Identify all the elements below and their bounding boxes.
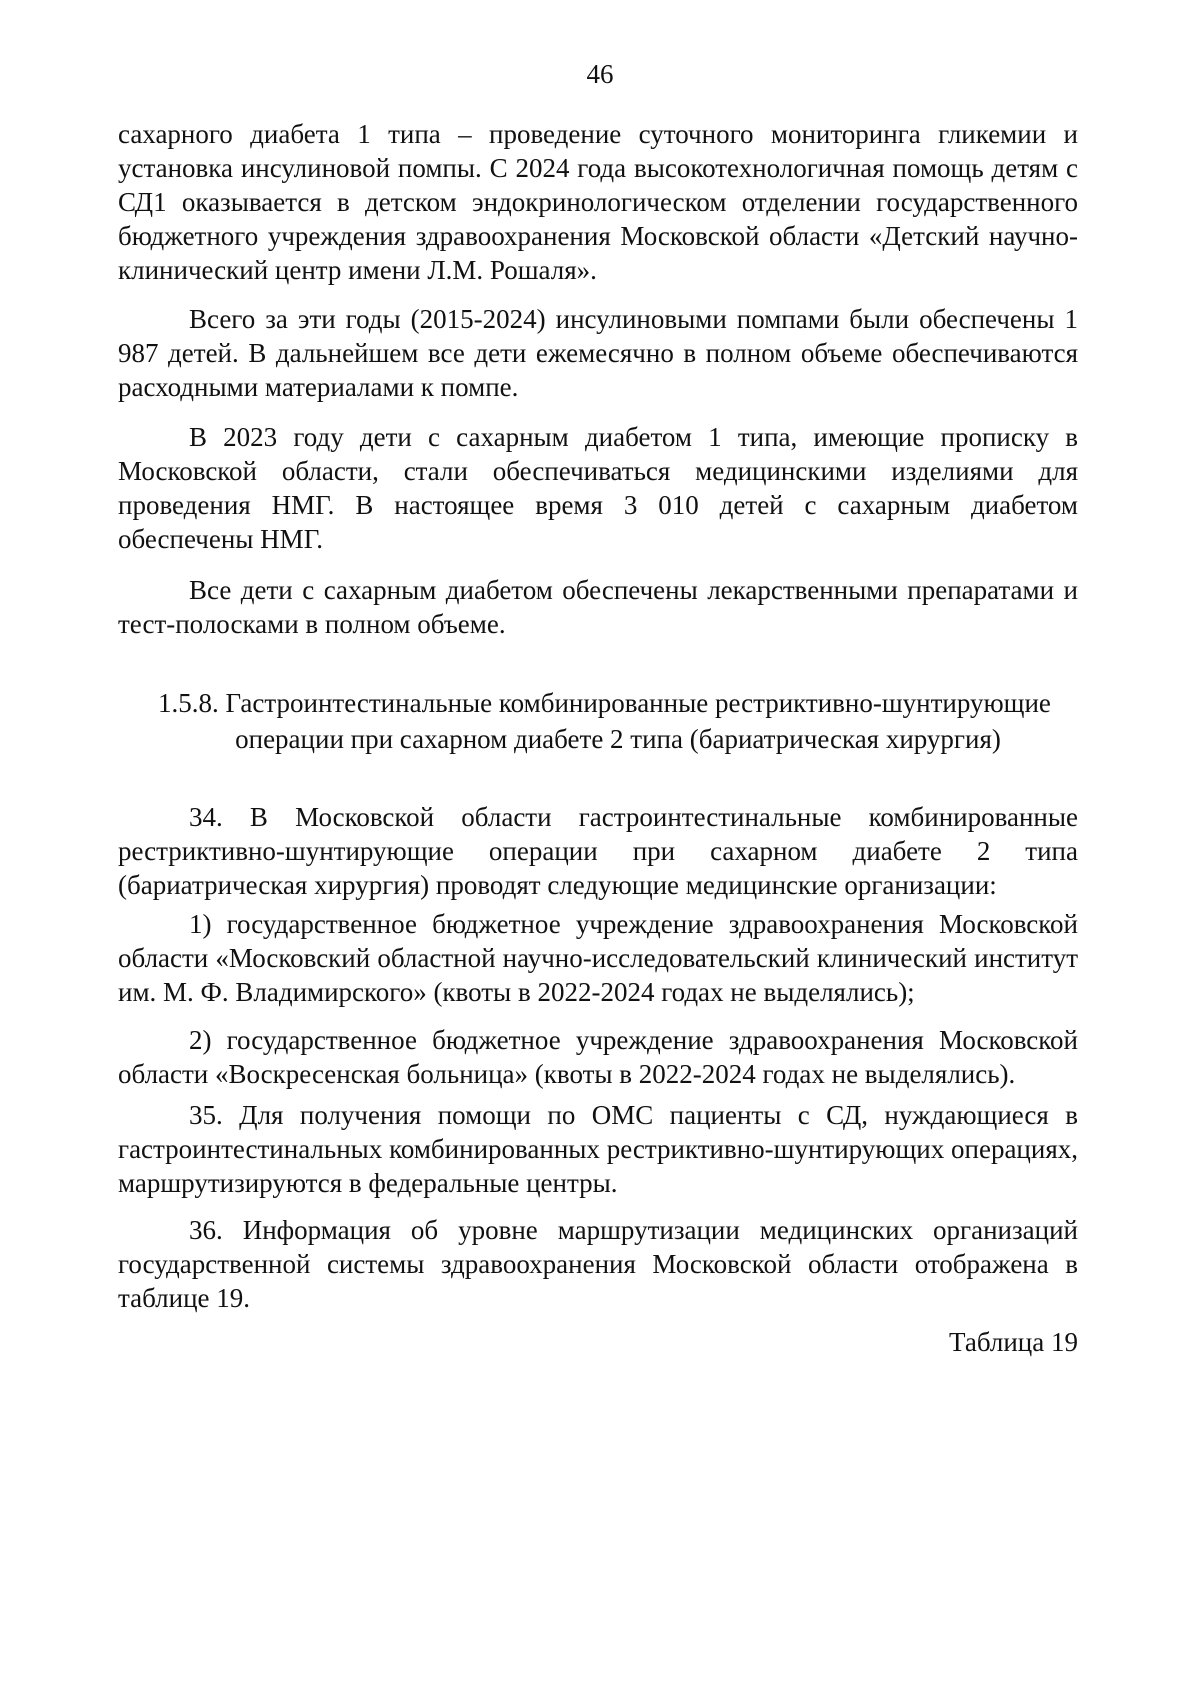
item-34: 34. В Московской области гастроинтестинальные комбинированные рестриктивно-шунтирующие операции при сахарном диабете 2 типа (бариатрическая хирургия) проводят следующие медицинские организации: <box>118 802 1078 900</box>
section-heading <box>158 685 1078 757</box>
item-34-sub-2: 2) государственное бюджетное учреждение здравоохранения Московской области «Воскресенская больница» (квоты в 2022-2024 годах не выделялись). <box>118 1025 1078 1089</box>
paragraph-test-strips: Все дети с сахарным диабетом обеспечены лекарственными препаратами и тест-полосками в полном объеме. <box>118 575 1078 639</box>
paragraph-block <box>118 117 1078 287</box>
paragraph-block <box>118 420 1078 556</box>
list-item <box>118 907 1078 1009</box>
section-heading-line-1: 1.5.8. Гастроинтестинальные комбинированные рестриктивно-шунтирующие <box>158 688 1051 718</box>
item-35: 35. Для получения помощи по ОМС пациенты с СД, нуждающиеся в гастроинтестинальных комбинированных рестриктивно-шунтирующих операциях, маршрутизируются в федеральные центры. <box>118 1100 1078 1198</box>
section-heading-line-2: операции при сахарном диабете 2 типа (бариатрическая хирургия) <box>235 724 1001 754</box>
table-caption: Таблица 19 <box>949 1327 1078 1357</box>
item-36: 36. Информация об уровне маршрутизации медицинских организаций государственной системы здравоохранения Московской области отображена в таблице 19. <box>118 1215 1078 1313</box>
paragraph-insulin-pumps: Всего за эти годы (2015-2024) инсулиновыми помпами были обеспечены 1 987 детей. В дальнейшем все дети ежемесячно в полном объеме обеспечиваются расходными материалами к помпе. <box>118 304 1078 402</box>
paragraph-continuation: сахарного диабета 1 типа – проведение суточного мониторинга гликемии и установка инсулиновой помпы. С 2024 года высокотехнологичная помощь детям с СД1 оказывается в детском эндокринологическом отделении государственного бюджетного учреждения здравоохранения Московской области «Детский научно-клинический центр имени Л.М. Рошаля». <box>118 119 1078 285</box>
list-item <box>118 1098 1078 1200</box>
list-item <box>118 1213 1078 1315</box>
item-34-sub-1: 1) государственное бюджетное учреждение здравоохранения Московской области «Московский областной научно-исследовательский клинический институт им. М. Ф. Владимирского» (квоты в 2022-2024 годах не выделялись); <box>118 909 1078 1007</box>
page-number: 46 <box>586 59 614 89</box>
list-item <box>118 1023 1078 1091</box>
paragraph-block <box>118 302 1078 404</box>
paragraph-nmg: В 2023 году дети с сахарным диабетом 1 типа, имеющие прописку в Московской области, стали обеспечиваться медицинскими изделиями для проведения НМГ. В настоящее время 3 010 детей с сахарным диабетом обеспечены НМГ. <box>118 422 1078 554</box>
paragraph-block <box>118 573 1078 641</box>
list-item <box>118 800 1078 902</box>
